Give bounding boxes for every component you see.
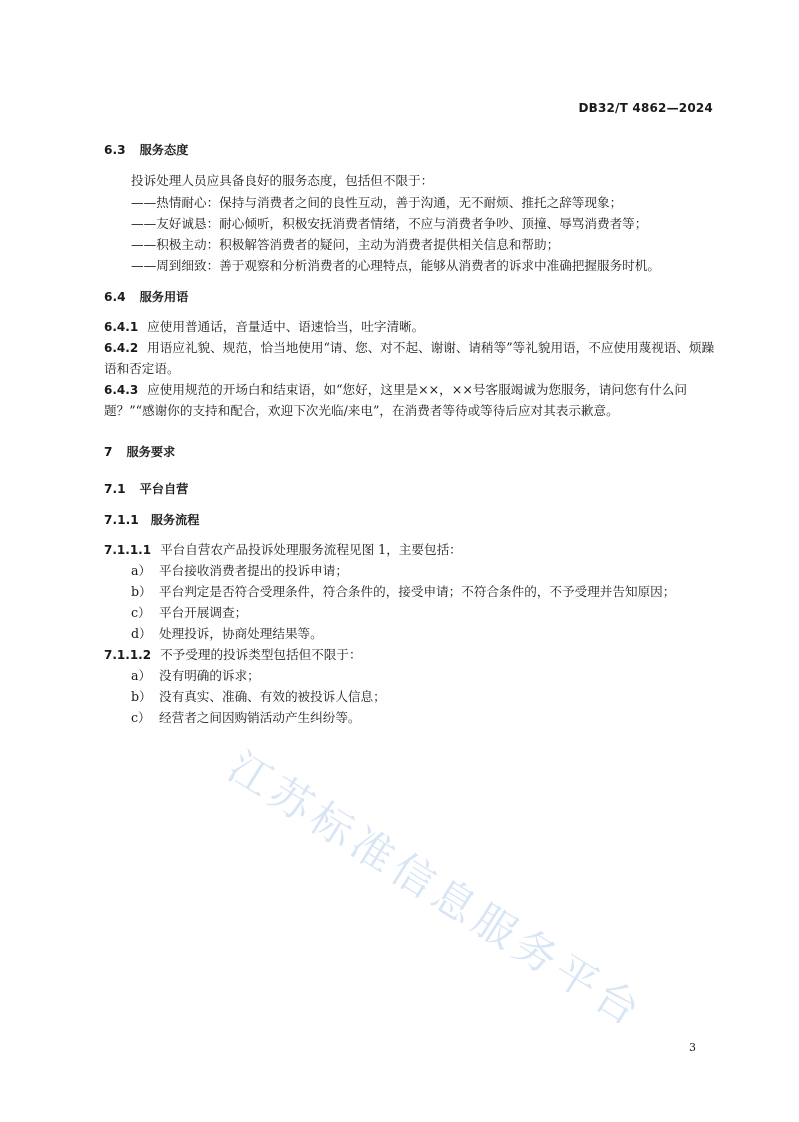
clause-text: 应使用规范的开场白和结束语，如“您好，这里是××，××号客服竭诚为您服务，请问您有什么问 (147, 382, 687, 397)
section-number: 6.3 (104, 143, 126, 157)
item-letter: b） (131, 584, 152, 599)
item-text: 平台开展调查； (159, 605, 248, 620)
section-number: 7.1 (104, 482, 126, 496)
item-text: 没有真实、准确、有效的被投诉人信息； (159, 689, 386, 704)
item-text: 没有明确的诉求； (159, 668, 260, 683)
item-letter: c） (131, 710, 151, 725)
clause-number: 6.4.2 (104, 341, 139, 355)
list-item (131, 667, 260, 685)
clause-text: 不予受理的投诉类型包括但不限于： (160, 647, 362, 662)
clause-number: 6.4.1 (104, 320, 139, 334)
section-title: 平台自营 (139, 482, 189, 496)
list-item (131, 604, 247, 622)
clause-text-continued: 语和否定语。 (104, 361, 180, 376)
section-6-3-intro: 投诉处理人员应具备良好的服务态度，包括但不限于： (131, 173, 434, 188)
clause-text: 用语应礼貌、规范，恰当地使用“请、您、对不起、谢谢、请稍等”等礼貌用语，不应使用蔑视语、烦躁 (147, 340, 715, 355)
item-letter: b） (131, 689, 152, 704)
clause-7-1-1-2 (104, 646, 362, 664)
item-text: 平台接收消费者提出的投诉申请； (159, 563, 348, 578)
list-item (131, 625, 323, 643)
clause-number: 7.1.1.2 (104, 648, 152, 662)
standard-code: DB32/T 4862—2024 (578, 101, 713, 115)
item-text: 平台判定是否符合受理条件，符合条件的，接受申请；不符合条件的，不予受理并告知原因； (159, 584, 676, 599)
clause-6-4-1 (104, 318, 424, 336)
item-text: 经营者之间因购销活动产生纠纷等。 (159, 710, 361, 725)
section-number: 7.1.1 (104, 513, 139, 527)
section-title: 服务用语 (139, 290, 189, 304)
list-item: ——友好诚恳：耐心倾听，积极安抚消费者情绪，不应与消费者争吵、顶撞、辱骂消费者等； (131, 216, 648, 231)
list-item (131, 583, 675, 601)
section-title: 服务态度 (139, 143, 189, 157)
item-text: 处理投诉，协商处理结果等。 (159, 626, 323, 641)
list-item (131, 688, 386, 706)
item-letter: a） (131, 563, 152, 578)
item-letter: d） (131, 626, 152, 641)
item-letter: c） (131, 605, 151, 620)
clause-7-1-1-1 (104, 541, 462, 559)
list-item (131, 562, 348, 580)
section-7-1-heading (104, 480, 188, 498)
section-title: 服务流程 (150, 513, 200, 527)
section-number: 7 (104, 445, 113, 459)
clause-number: 7.1.1.1 (104, 543, 152, 557)
clause-text-continued: 题？”“感谢你的支持和配合，欢迎下次光临/来电”，在消费者等待或等待后应对其表示歉意。 (104, 403, 619, 418)
clause-6-4-3 (104, 381, 687, 399)
section-6-4-heading (104, 288, 188, 306)
clause-text: 应使用普通话，音量适中、语速恰当，吐字清晰。 (147, 319, 425, 334)
watermark: 江苏标准信息服务平台 (219, 741, 653, 1038)
section-title: 服务要求 (126, 445, 176, 459)
list-item (131, 709, 361, 727)
list-item: ——热情耐心：保持与消费者之间的良性互动，善于沟通，无不耐烦、推托之辞等现象； (131, 195, 623, 210)
item-letter: a） (131, 668, 152, 683)
section-6-3-heading (104, 141, 188, 159)
section-7-heading (104, 443, 175, 461)
page-number: 3 (689, 1041, 696, 1054)
clause-6-4-2 (104, 339, 714, 357)
section-number: 6.4 (104, 290, 126, 304)
clause-number: 6.4.3 (104, 383, 139, 397)
section-7-1-1-heading (104, 511, 199, 529)
list-item: ——积极主动：积极解答消费者的疑问，主动为消费者提供相关信息和帮助； (131, 237, 560, 252)
clause-text: 平台自营农产品投诉处理服务流程见图 1，主要包括： (160, 542, 462, 557)
list-item: ——周到细致：善于观察和分析消费者的心理特点，能够从消费者的诉求中准确把握服务时机。 (131, 258, 660, 273)
